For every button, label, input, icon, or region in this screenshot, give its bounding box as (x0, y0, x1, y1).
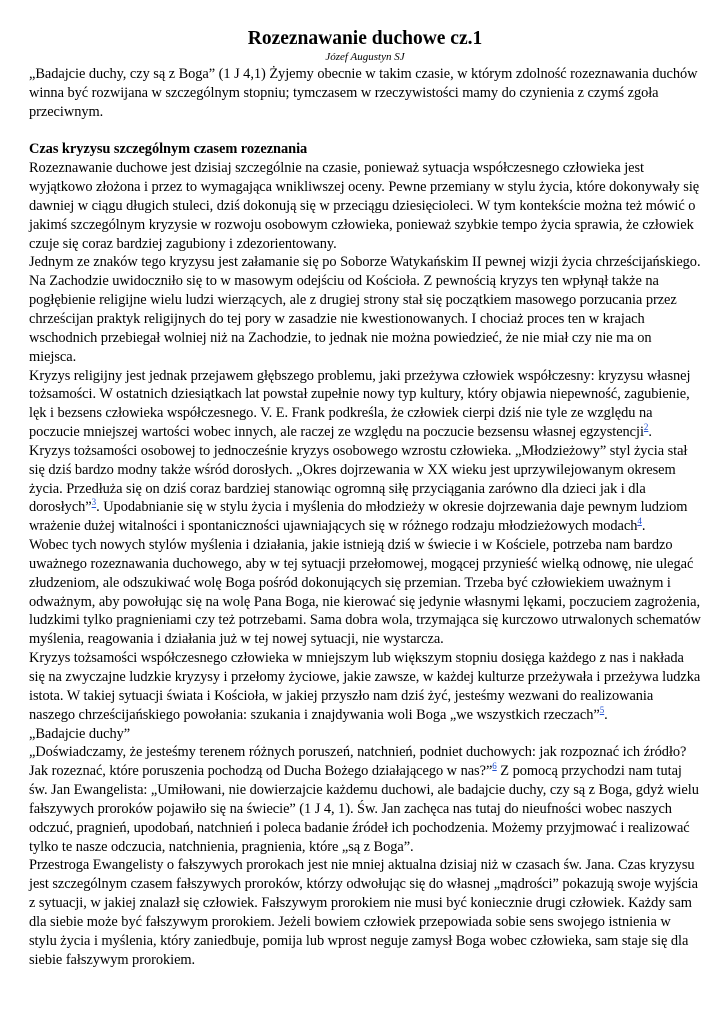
document-title: Rozeznawanie duchowe cz.1 (247, 28, 483, 49)
document-author: Józef Augustyn SJ (325, 51, 405, 63)
footnote-link[interactable]: 3 (91, 497, 97, 508)
paragraph-text: Kryzys tożsamości osobowej to jednocześnie kryzys osobowego wzrostu człowieka. „Młodzieżowy” styl życia stał się dziś bardzo modny także wśród dorosłych. „Okres dojrzewania w XX wieku jest uprzywilejowanym okresem życia. Przedłuża się on dziś coraz bardziej stanowiąc ogromną siłę przyciągania zarówno dla dzieci jak i dla dorosłych” (29, 442, 688, 516)
paragraph-text: Kryzys tożsamości współczesnego człowieka w mniejszym lub większym stopniu dosięga każdego z nas i nakłada się na zwyczajne ludzkie kryzysy i przełomy życiowe, jakie zawsze, w każdej kulturze przeżywała i przeżywa ludzka istota. W takiej sytuacji świata i Kościoła, w jakiej przyszło nam dziś żyć, jesteśmy wezwani do realizowania naszego chrześcijańskiego powołania: szukania i znajdywania woli Boga „we wszystkich rzeczach” (29, 650, 701, 723)
intro-paragraph: „Badajcie duchy, czy są z Boga” (1 J 4,1) Żyjemy obecnie w takim czasie, w którym zdolność rozeznawania duchów winna być rozwijana w szczególnym stopniu; tymczasem w rzeczywistości mamy do czynienia z czymś zgoła przeciwnym. (29, 66, 698, 120)
footnote-link[interactable]: 5 (599, 704, 605, 715)
footnote-link[interactable]: 6 (492, 761, 497, 772)
paragraph-text: Kryzys religijny jest jednak przejawem głębszego problemu, jaki przeżywa człowiek współczesny: kryzysu własnej tożsamości. W ostatnich dziesiątkach lat powstał zupełnie nowy typ kultury, który objawia niepewność, zagubienie, lęk i bezsens człowieka współczesnego. V. E. Frank podkreśla, że człowiek cierpi dziś nie tyle ze względu na poczucie mniejszej wartości wobec innych, ale raczej ze względu na poczucie bezsensu własnej egzystencji (29, 367, 691, 441)
paragraph-text: . (648, 424, 652, 441)
paragraph-text: . (641, 518, 646, 535)
paragraph: Wobec tych nowych stylów myślenia i działania, jakie istnieją dziś w świecie i w Kościele, potrzeba nam bardzo uważnego rozeznawania duchowego, aby w tej sytuacji przełomowej, mogącej przynieść wielką odnowę, nie ulegać złudzeniom, ale odszukiwać wolę Boga pośród dokonujących się przemian. Trzeba być człowiekiem uważnym i odważnym, aby powołując się na wolę Pana Boga, nie kierować się jedynie własnymi lękami, poczuciem zagrożenia, ludzkimi tylko pragnieniami czy też potrzebami. Sama dobra wola, trzymająca się kurczowo utrwalonych schematów myślenia, reagowania i działania już w tej nowej sytuacji, nie wystarcza. (29, 537, 701, 648)
paragraph (29, 649, 701, 724)
paragraph: Jednym ze znaków tego kryzysu jest załamanie się po Soborze Watykańskim II pewnej wizji życia chrześcijańskiego. Na Zachodzie uwidoczniło się to w masowym odejściu od Kościoła. Z pewnością kryzys ten wpłynął także na pogłębienie religijne wielu ludzi wierzących, ale z drugiej strony stał się początkiem masowego porzucania przez chrześcijan praktyk religijnych do tej pory w zasadzie nie kwestionowanych. I chociaż proces ten w krajach wschodnich przebiegał wolniej niż na Zachodzie, to jednak nie można powiedzieć, że nie miał czy nie ma on miejsca. (29, 254, 701, 365)
paragraph (29, 367, 701, 442)
paragraph (29, 743, 701, 856)
document-body (29, 65, 701, 970)
paragraph-text: . (604, 706, 608, 723)
section-heading: Czas kryzysu szczególnym czasem rozeznania (29, 141, 308, 158)
section-heading: „Badajcie duchy” (29, 725, 131, 742)
paragraph (29, 442, 701, 536)
paragraph: Przestroga Ewangelisty o fałszywych prorokach jest nie mniej aktualna dzisiaj niż w czasach św. Jana. Czas kryzysu jest szczególnym czasem fałszywych proroków, którzy odwołując się do własnej „mądrości” pokazują swoje wyjścia z sytuacji, w jakiej znalazł się człowiek. Fałszywym prorokiem nie musi być koniecznie drugi człowiek. Każdy sam dla siebie może być fałszywym prorokiem. Jeżeli bowiem człowiek przepowiada sobie sens swojego istnienia w stylu życia i myślenia, który zaniedbuje, pomija lub wprost neguje zamysł Boga wobec człowieka, sam staje się dla siebie fałszywym prorokiem. (29, 857, 698, 968)
paragraph-text: Z pomocą przychodzi nam tutaj św. Jan Ewangelista: „Umiłowani, nie dowierzajcie każdemu duchowi, ale badajcie duchy, czy są z Boga, gdyż wielu fałszywych proroków pojawiło się na świecie” (1 J 4, 1). Św. Jan zachęca nas tutaj do nieufności wobec naszych odczuć, pragnień, upodobań, natchnień i poleca badanie źródeł ich pochodzenia. Możemy przyjmować i realizować tylko te nasze odczucia, natchnienia, pragnienia, które „są z Boga”. (29, 763, 699, 855)
paragraph: Rozeznawanie duchowe jest dzisiaj szczególnie na czasie, ponieważ sytuacja współczesnego człowieka jest wyjątkowo złożona i przez to wymagająca wnikliwszej oceny. Pewne przemiany w stylu życia, które dokonywały się dawniej w ciągu długich stuleci, dziś dokonują się w przeciągu dziesięcioleci. W tym kontekście można też mówić o jakimś szczególnym kryzysie w rozwoju osobowym człowieka, ponieważ szybkie tempo życia sprawia, że człowiek czuje się coraz bardziej zagubiony i zdezorientowany. (29, 160, 700, 252)
paragraph-gap (29, 122, 701, 141)
paragraph-text: „Doświadczamy, że jesteśmy terenem różnych poruszeń, natchnień, podniet duchowych: jak rozpoznać ich źródło? Jak rozeznać, które poruszenia pochodzą od Ducha Bożego działającego w nas?” (29, 744, 687, 780)
footnote-link[interactable]: 2 (643, 422, 649, 433)
paragraph-text: . Upodabnianie się w stylu życia i myślenia do młodzieży w okresie dojrzewania daje pewnym ludziom wrażenie dużej witalności i spontaniczności ujawniających się w różnego rodzaju młodzieżowych modach (29, 499, 688, 535)
footnote-link[interactable]: 4 (637, 516, 642, 527)
